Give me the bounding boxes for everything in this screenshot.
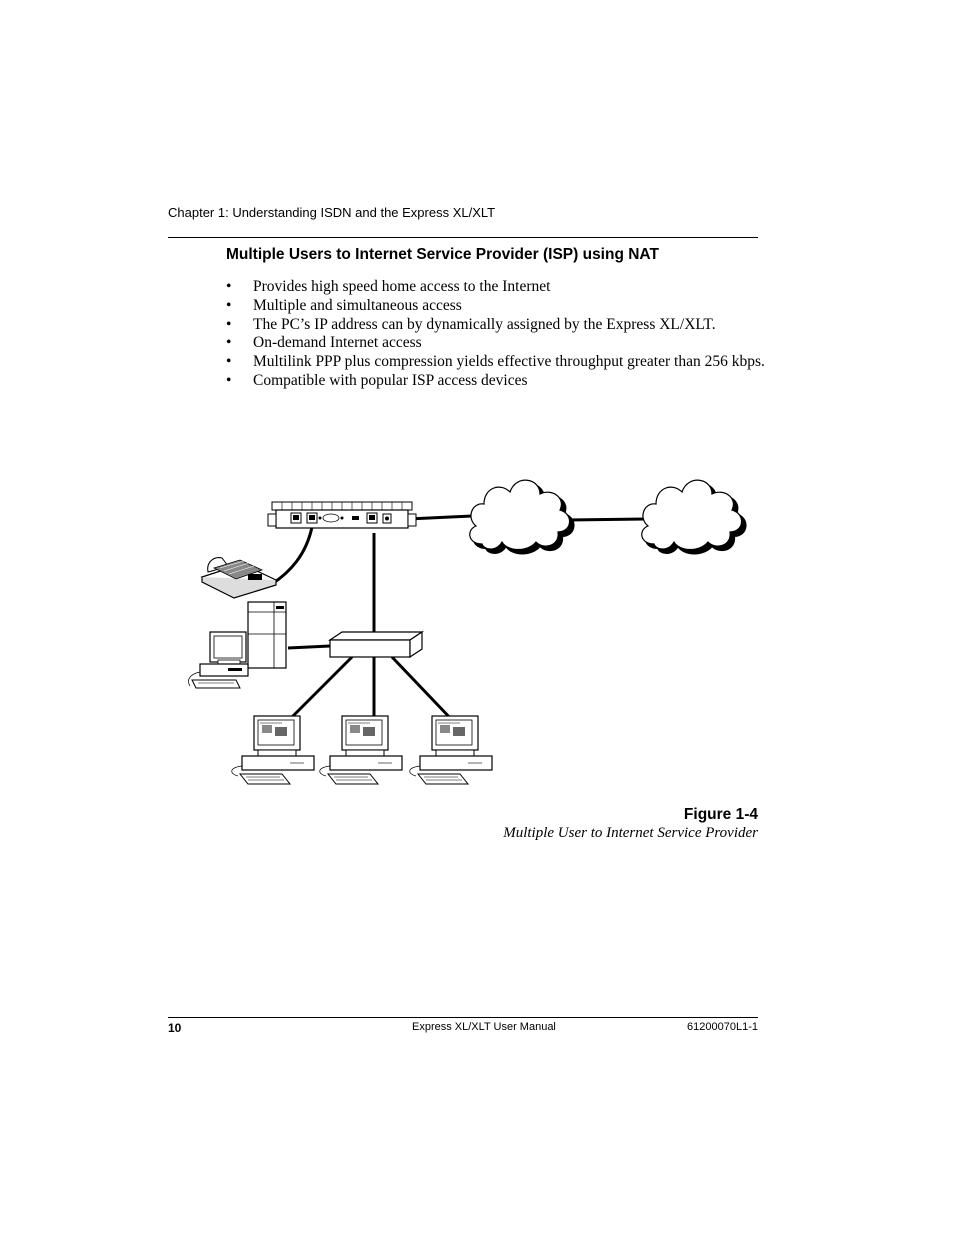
hub-icon [330,632,422,657]
server-workstation-icon [188,602,286,688]
figure-label: Figure 1-4 [683,806,758,823]
footer-rule [168,1017,758,1018]
section-title: Multiple Users to Internet Service Provider (ISP) using NAT [226,246,659,263]
manual-title: Express XL/XLT User Manual [412,1021,556,1033]
link-hub-server [288,646,330,648]
list-item: • Multilink PPP plus compression yields effective throughput greater than 256 kbps. [226,353,765,371]
list-item: • Compatible with popular ISP access devices [226,371,528,389]
page-number: 10 [168,1021,182,1035]
chapter-header: Chapter 1: Understanding ISDN and the Express XL/XLT [168,205,496,220]
pc-icon [232,716,314,784]
figure-caption: Multiple User to Internet Service Provider [503,825,758,841]
header-rule [168,237,758,238]
link-hub-pc1 [284,657,352,725]
link-router-cloud [408,516,472,519]
cloud-icon [642,480,746,553]
link-router-phone [272,527,312,584]
router-icon [268,502,416,528]
cloud-icon [470,480,574,553]
pc-icon [410,716,492,784]
part-number: 61200070L1-1 [687,1021,758,1033]
list-item: • On-demand Internet access [226,334,422,352]
list-item: • Provides high speed home access to the Internet [226,278,551,295]
link-hub-pc3 [392,657,454,722]
feature-list [226,278,766,391]
telephone-icon [202,558,276,598]
link-cloud-cloud [568,519,646,520]
list-item: • Multiple and simultaneous access [226,296,462,314]
network-diagram [180,460,770,800]
list-item: • The PC’s IP address can by dynamically assigned by the Express XL/XLT. [226,315,716,333]
pc-icon [320,716,402,784]
